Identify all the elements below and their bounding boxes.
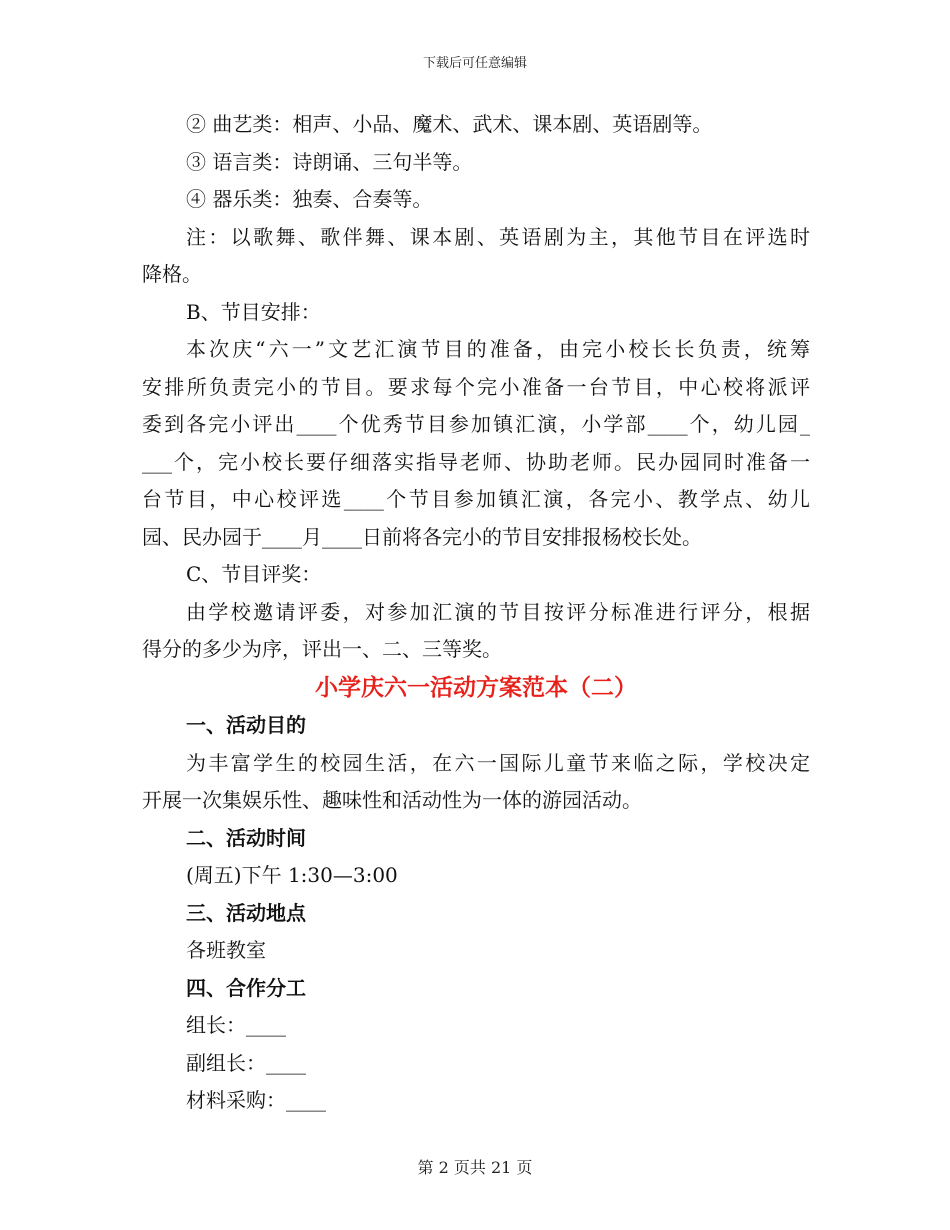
heading-purpose: 一、活动目的 bbox=[186, 713, 306, 737]
paragraph-line: 副组长：____ bbox=[186, 1050, 306, 1075]
section-title: 小学庆六一活动方案范本（二） bbox=[315, 674, 637, 701]
paragraph-line: ___个，完小校长要仔细落实指导老师、协助老师。民办园同时准备一 bbox=[142, 449, 810, 474]
heading-division: 四、合作分工 bbox=[186, 975, 306, 1000]
subheading-b: B、节目安排： bbox=[186, 299, 321, 324]
paragraph-line: 材料采购：____ bbox=[186, 1088, 326, 1112]
paragraph-line: (周五)下午 1:30—3:00 bbox=[186, 863, 398, 887]
paragraph-line: ④ 器乐类：独奏、合奏等。 bbox=[186, 187, 433, 211]
paragraph-line: 各班教室 bbox=[186, 938, 266, 962]
paragraph-line: 得分的多少为序，评出一、二、三等奖。 bbox=[142, 637, 502, 661]
paragraph-line: 安排所负责完小的节目。要求每个完小准备一台节目，中心校将派评 bbox=[142, 374, 810, 399]
paragraph-line: 开展一次集娱乐性、趣味性和活动性为一体的游园活动。 bbox=[142, 788, 642, 812]
paragraph-line: 注：以歌舞、歌伴舞、课本剧、英语剧为主，其他节目在评选时 bbox=[186, 224, 810, 249]
paragraph-line: 降格。 bbox=[142, 262, 202, 286]
paragraph-line: 组长：____ bbox=[186, 1013, 286, 1037]
paragraph-line: 委到各完小评出____个优秀节目参加镇汇演，小学部____个，幼儿园_ bbox=[142, 412, 810, 436]
page-footer: 第 2 页共 21 页 bbox=[417, 1158, 533, 1177]
paragraph-line: 台节目，中心校评选____个节目参加镇汇演，各完小、教学点、幼儿 bbox=[142, 487, 810, 511]
paragraph-line: ③ 语言类：诗朗诵、三句半等。 bbox=[186, 149, 473, 174]
heading-location: 三、活动地点 bbox=[186, 900, 306, 925]
document-body bbox=[142, 106, 810, 1120]
paragraph-line: 为丰富学生的校园生活，在六一国际儿童节来临之际，学校决定 bbox=[186, 750, 810, 775]
paragraph-line: 园、民办园于____月____日前将各完小的节目安排报杨校长处。 bbox=[142, 524, 702, 549]
paragraph-line: 由学校邀请评委，对参加汇演的节目按评分标准进行评分，根据 bbox=[186, 599, 810, 624]
paragraph-line: 本次庆“六一”文艺汇演节目的准备，由完小校长长负责，统筹 bbox=[186, 337, 810, 361]
subheading-c: C、节目评奖： bbox=[186, 562, 322, 586]
paragraph-line: ② 曲艺类：相声、小品、魔术、武术、课本剧、英语剧等。 bbox=[186, 112, 713, 136]
page-header: 下载后可任意编辑 bbox=[422, 56, 527, 71]
heading-time: 二、活动时间 bbox=[186, 825, 306, 850]
